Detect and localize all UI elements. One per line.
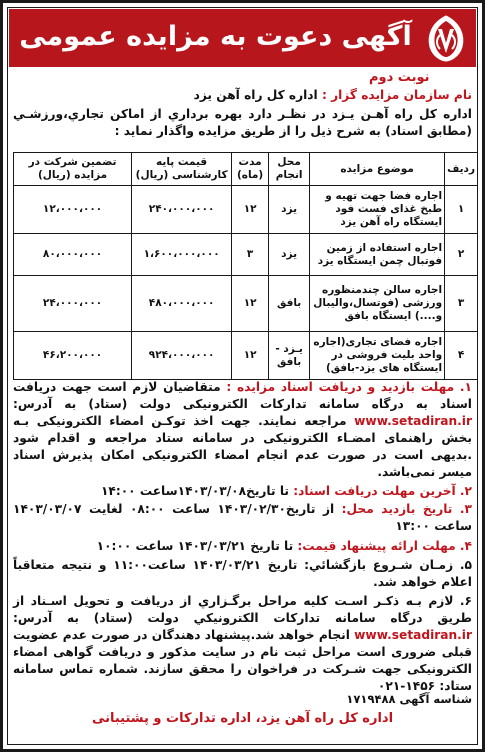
item-2 <box>13 483 472 500</box>
row-place: یزد <box>269 234 310 276</box>
item-3 <box>13 501 472 535</box>
item-4-text: تا تاریخ ۱۴۰۳/۰۳/۲۱ ساعت ۱۰:۰۰ <box>96 539 294 553</box>
rail-emblem-icon <box>422 13 470 63</box>
col-header: ردیف <box>445 153 478 186</box>
row-subject: اجاره فضا جهت تهیه و طبخ غذای فست فود ایستگاه راه آهن یزد <box>310 186 445 234</box>
row-place: یزد <box>269 186 310 234</box>
row-subject: اجاره سالن چندمنظوره ورزشی (فوتسال،والیبال و....) ایستگاه بافق <box>310 276 445 332</box>
item-1-text-a: متقاضیان لازم است جهت دریافت اسناد به درگاه سامانه تدارکات الکترونیکی دولت (ستاد) به آدرس: <box>13 380 472 411</box>
item-1-text-b: مراجعه نمایند. جهت اخذ توکـن امضاء الکترونیکی بـه بخش راهنمای امضـاء الکترونیکی در سامانه ستاد مراجعه و اقدام شود .بدیهی است در صورت عدم انجام امضاء الکترونیکی امکان پذیرش اسناد میسر نمی‌باشد. <box>13 414 472 479</box>
row-months: ۱۲ <box>232 332 269 380</box>
item-2-text: تا تاریخ۱۴۰۳/۰۳/۰۸ساعت ۱۴:۰۰ <box>100 484 289 498</box>
setad-link[interactable]: www.setadiran.ir <box>354 414 472 428</box>
item-6-text-a: ۶. لازم بـه ذكـر اسـت كليه مراحل برگـزاري از دريافت و تحويل اسـناد از طريق درگاه سامانه تداركات الكترونيكي دولت (ستاد) به آدرس: <box>13 594 472 625</box>
row-deposit: ۴۶،۲۰۰،۰۰۰ <box>14 332 132 380</box>
col-header: تضمین شرکت در مزایده (ریال) <box>14 153 132 186</box>
item-1-title: ۱. مهلت بازدید و دریافت اسناد مزایده : <box>226 380 472 394</box>
col-header: مدت (ماه) <box>232 153 269 186</box>
col-header: محل انجام <box>269 153 310 186</box>
intro-text: اداره کل راه آهـن یـزد در نظـر دارد بهره برداري از اماكن تجاري،ورزشـي (مطابق اسناد) به شرح ذيل را از طريق مزايده واگذار نمايد : <box>13 107 472 138</box>
row-base-price: ۲۴۰،۰۰۰،۰۰۰ <box>132 186 232 234</box>
table-header-row <box>14 153 478 186</box>
row-deposit: ۱۲،۰۰۰،۰۰۰ <box>14 186 132 234</box>
row-number: ۱ <box>445 186 478 234</box>
organizer-label: نام سازمان مزایده گزار : <box>321 88 472 102</box>
ad-id: شناسه آگهی ۱۷۱۹۴۸۸ <box>346 692 472 706</box>
table-row <box>14 276 478 332</box>
row-deposit: ۸۰،۰۰۰،۰۰۰ <box>14 234 132 276</box>
item-6-text-b: انجام خواهد شد.پیشنهاد دهندگان در صورت عدم عضویت قبلی ضروری است مراحل ثبت نام در سایت مذکور و دریافت گواهی امضاء الکترونیکی جهت شـرکت در فراخوان را محقق سازند. شماره تماس سامانه ستاد: ۱۴۵۶-۰۲۱ <box>13 628 472 693</box>
round-label: نوبت دوم <box>369 70 430 85</box>
item-4 <box>13 538 472 555</box>
footer-org: اداره کل راه آهن یزد، اداره تدارکات و پشتیبانی <box>91 711 394 726</box>
auction-table <box>13 152 478 380</box>
col-header: موضوع مزایده <box>310 153 445 186</box>
row-subject: اجاره استفاده از زمین فوتبال چمن ایستگاه یزد <box>310 234 445 276</box>
col-header: قیمت پایه کارشناسی (ریال) <box>132 153 232 186</box>
item-1 <box>13 379 472 481</box>
row-place: یـزد - بافق <box>269 332 310 380</box>
item-2-title: ۲. آخرین مهلت دریافت اسناد: <box>293 484 472 498</box>
row-subject: اجاره فضای تجاری(اجاره واحد بلیت فروشی در ایستگاه های یزد-بافق) <box>310 332 445 380</box>
row-number: ۳ <box>445 276 478 332</box>
row-base-price: ۹۲۴،۰۰۰،۰۰۰ <box>132 332 232 380</box>
row-deposit: ۲۴،۰۰۰،۰۰۰ <box>14 276 132 332</box>
setad-link[interactable]: www.setadiran.ir <box>354 628 472 642</box>
notice-title: آگهی دعوت به مزایده عمومی <box>19 21 412 52</box>
organizer-name: اداره کل راه آهن یزد <box>193 88 318 102</box>
table-row <box>14 186 478 234</box>
row-months: ۱۲ <box>232 186 269 234</box>
header-banner <box>9 9 476 67</box>
table-row <box>14 234 478 276</box>
row-base-price: ۴۸۰،۰۰۰،۰۰۰ <box>132 276 232 332</box>
row-number: ۲ <box>445 234 478 276</box>
item-3-text: از تاریخ۱۴۰۳/۰۲/۳۰ ساعت ۰۸:۰۰ لغایت ۱۴۰۳/۰۳/۰۷ ساعت ۱۳:۰۰ <box>13 502 472 533</box>
item-3-title: ۳. تاریخ بازدید محل: <box>341 502 472 516</box>
row-base-price: ۱،۶۰۰،۰۰۰،۰۰۰ <box>132 234 232 276</box>
row-months: ۱۲ <box>232 276 269 332</box>
table-row <box>14 332 478 380</box>
row-months: ۳ <box>232 234 269 276</box>
item-6 <box>13 593 472 695</box>
item-4-title: ۴. مهلت ارائه پیشنهاد قیمت: <box>297 539 472 553</box>
item-5: ۵. زمـان شـروع بازگشائي: تاريخ ۱۴۰۳/۰۳/۲۱ ساعت۱۱:۰۰ و نتيجه متعاقباً اعلام خواهد شد. <box>13 558 472 589</box>
row-number: ۴ <box>445 332 478 380</box>
row-place: بافق <box>269 276 310 332</box>
organizer-line <box>13 87 472 104</box>
